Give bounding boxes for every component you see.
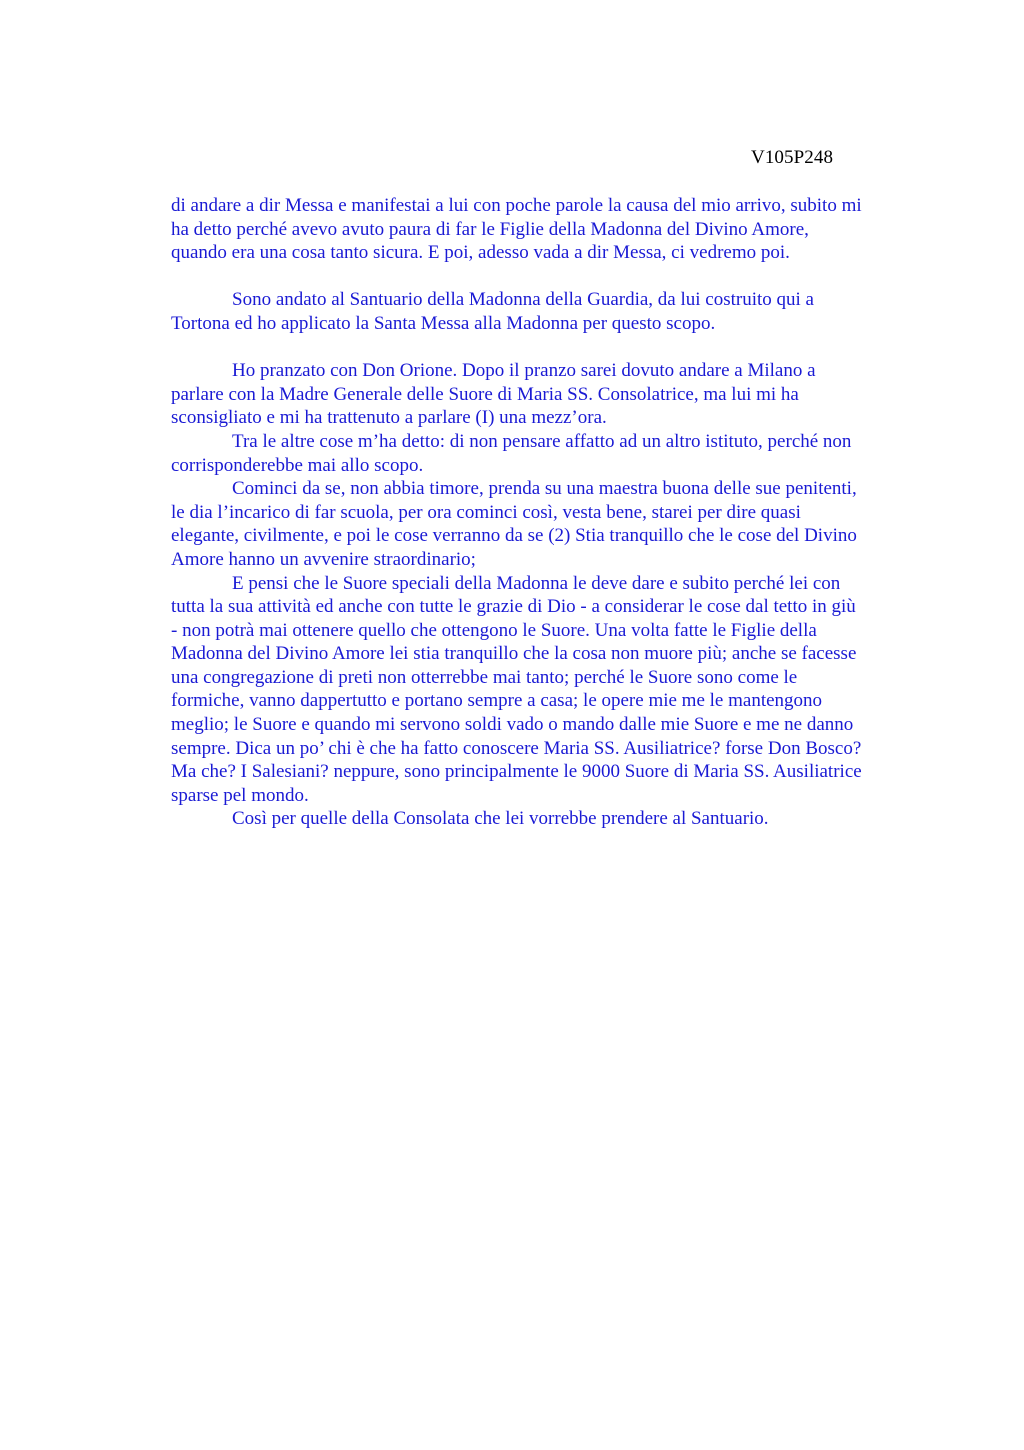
page-reference: V105P248 bbox=[751, 147, 834, 168]
paragraph-3: Ho pranzato con Don Orione. Dopo il pranzo sarei dovuto andare a Milano a parlare con la Madre Generale delle Suore di Maria SS. Consolatrice, ma lui mi ha sconsigliato e mi ha trattenuto a parlare (I) una mezz’ora. bbox=[171, 360, 816, 429]
paragraph-5: Cominci da se, non abbia timore, prenda su una maestra buona delle sue penitenti, le dia l’incarico di far scuola, per ora cominci così, vesta bene, starei per dire quasi elegante, civilmente, e poi le cose verranno da se (2) Stia tranquillo che le cose del Divino Amore hanno un avvenire straordinario; bbox=[171, 478, 857, 570]
document-body bbox=[171, 194, 931, 831]
paragraph-4: Tra le altre cose m’ha detto: di non pensare affatto ad un altro istituto, perché non corrisponderebbe mai allo scopo. bbox=[171, 430, 852, 476]
paragraph-7: Così per quelle della Consolata che lei vorrebbe prendere al Santuario. bbox=[232, 808, 769, 830]
paragraph-2: Sono andato al Santuario della Madonna della Guardia, da lui costruito qui a Tortona ed ho applicato la Santa Messa alla Madonna per questo scopo. bbox=[171, 289, 814, 334]
paragraph-1: di andare a dir Messa e manifestai a lui con poche parole la causa del mio arrivo, subito mi ha detto perché avevo avuto paura di far le Figlie della Madonna del Divino Amore, quando era una cosa tanto sicura. E poi, adesso vada a dir Messa, ci vedremo poi. bbox=[171, 195, 862, 264]
paragraph-6: E pensi che le Suore speciali della Madonna le deve dare e subito perché lei con tutta la sua attività ed anche con tutte le grazie di Dio - a considerar le cose dal tetto in giù - non potrà mai ottenere quello che ottengono le Suore. Una volta fatte le Figlie della Madonna del Divino Amore lei stia tranquillo che la cosa non muore più; anche se facesse una congregazione di preti non otterrebbe mai tanto; perché le Suore sono come le formiche, vanno dappertutto e portano sempre a casa; le opere mie me le mantengono meglio; le Suore e quando mi servono soldi vado o mando dalle mie Suore e me ne danno sempre. Dica un po’ chi è che ha fatto conoscere Maria SS. Ausiliatrice? forse Don Bosco? Ma che? I Salesiani? neppure, sono principalmente le 9000 Suore di Maria SS. Ausiliatrice sparse pel mondo. bbox=[171, 572, 862, 806]
